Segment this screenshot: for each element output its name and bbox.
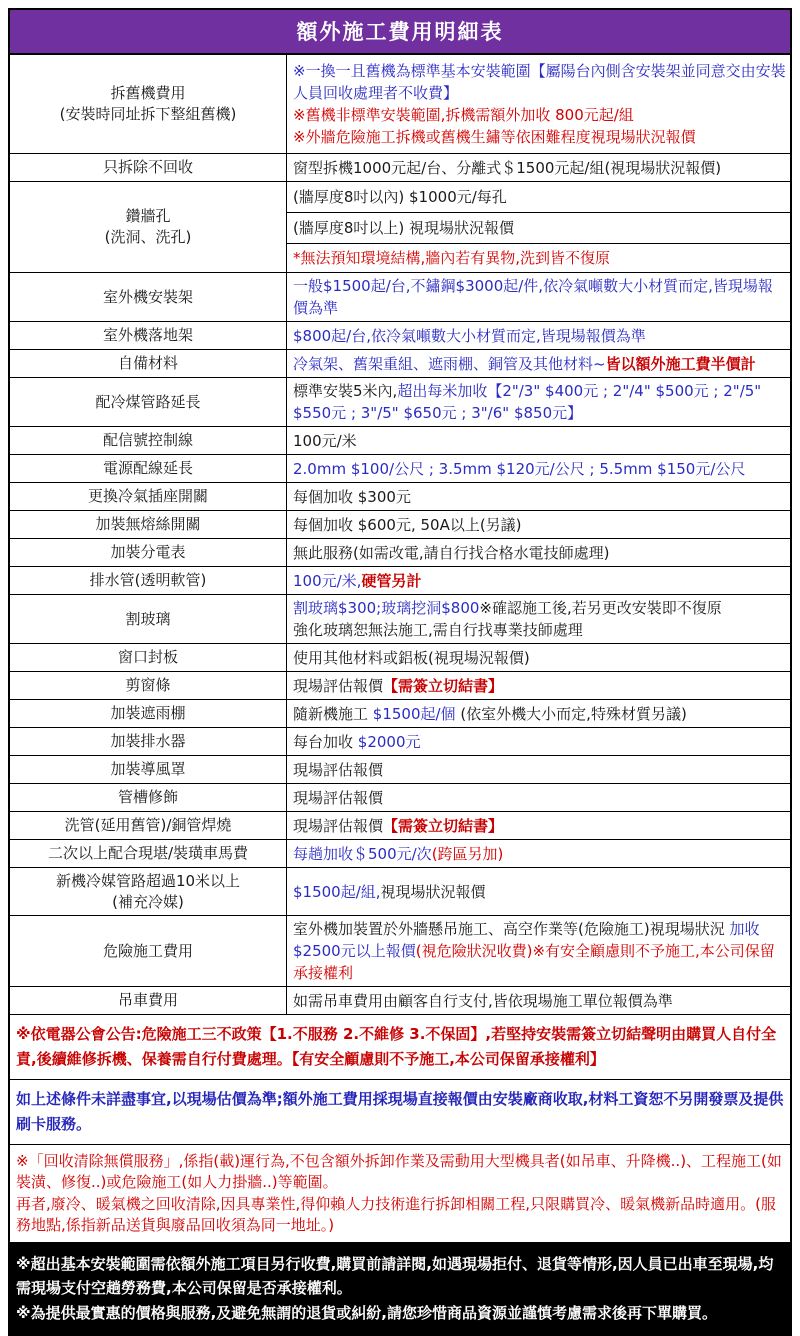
row-label <box>10 567 287 594</box>
row-label-line: 加裝排水器 <box>110 732 186 750</box>
row-content-subrow <box>287 700 790 727</box>
content-text: 強化玻璃恕無法施工,需自行找專業技師處理 <box>293 621 583 639</box>
row-content <box>287 595 790 643</box>
content-line <box>293 514 786 536</box>
content-line <box>293 217 786 239</box>
content-text: 無此服務(如需改電,請自行找合格水電技師處理) <box>293 543 610 562</box>
row-label <box>10 182 287 272</box>
fee-table-body <box>10 55 790 1334</box>
footer-text: ※超出基本安裝範圍需依額外施工項目另行收費,購買前請詳閱,如遇現場拒付、退貨等情形,因人員已出車至現場,均需現場支付空趟勞務費,本公司保留是否承接權利。 <box>16 1255 774 1297</box>
content-text: 每台加收 <box>293 732 358 751</box>
content-text: $800起/台,依冷氣噸數大小材質而定,皆現場報價為準 <box>293 326 646 345</box>
row-content-subrow <box>287 273 790 321</box>
notice-free-recycle <box>10 1145 790 1243</box>
row-label-line: 二次以上配合現堪/裝璜車馬費 <box>47 844 249 862</box>
row-content <box>287 273 790 321</box>
content-line <box>293 675 786 697</box>
row-content <box>287 322 790 349</box>
footer-line <box>16 1022 784 1072</box>
row-label-line: 危險施工費用 <box>102 941 193 960</box>
row-content-subrow <box>287 378 790 426</box>
row-content-subrow <box>287 728 790 755</box>
row-content <box>287 483 790 510</box>
content-text: (視危險狀況收費) <box>415 942 533 960</box>
row-label-line: 配信號控制線 <box>102 431 193 449</box>
row-label-line: 割玻璃 <box>125 609 171 628</box>
table-row <box>10 868 790 916</box>
row-content <box>287 427 790 454</box>
row-label <box>10 511 287 538</box>
row-label-line: 吊車費用 <box>117 991 178 1009</box>
footer-line <box>16 1301 784 1325</box>
row-content-subrow <box>287 539 790 566</box>
footer-line <box>16 1087 784 1137</box>
row-content <box>287 455 790 482</box>
table-row <box>10 455 790 483</box>
content-text: 室外機加裝置於外牆懸吊施工、高空作業等(危險施工)視現場狀況 <box>293 920 730 938</box>
row-content <box>287 567 790 594</box>
content-text: ※有安全顧慮則不予施工,本公司保留承接權利 <box>293 942 775 982</box>
content-text: 隨新機施工 <box>293 704 373 723</box>
table-row <box>10 378 790 427</box>
footer-text: ※「回收清除無償服務」,係指(載)運行為,不包含額外拆卸作業及需動用大型機具者(如吊車、升降機..)、工程施工(如裝潢、修復..)或危險施工(如人力掛牆..)等範圍。 <box>16 1152 782 1191</box>
content-line <box>293 104 786 126</box>
row-label <box>10 378 287 426</box>
row-label-line: 鑽牆孔 <box>125 207 171 225</box>
row-content-subrow <box>287 350 790 377</box>
table-row <box>10 567 790 595</box>
row-label-line: 洗管(延用舊管)/銅管焊燒 <box>64 816 232 834</box>
row-content <box>287 916 790 986</box>
content-text: 視現場狀況報價 <box>380 882 486 901</box>
row-content <box>287 511 790 538</box>
row-content <box>287 700 790 727</box>
row-label-line: 拆舊機費用 <box>110 84 186 102</box>
table-row <box>10 427 790 455</box>
row-label <box>10 595 287 643</box>
content-text: ※一換一且舊機為標準基本安裝範圍【屬陽台內側含安裝架並同意交由安裝人員回收處理者不收費】 <box>293 62 786 102</box>
content-text: 使用其他材料或鋁板(視現場況報價) <box>293 648 530 667</box>
row-content-subrow <box>287 567 790 594</box>
row-content-subrow <box>287 182 790 213</box>
row-content <box>287 644 790 671</box>
content-text: (依室外機大小而定,特殊材質另議) <box>455 704 687 723</box>
row-label <box>10 700 287 727</box>
row-label-line: (補充冷媒) <box>112 892 184 911</box>
row-content <box>287 728 790 755</box>
content-line <box>293 126 786 148</box>
fee-table <box>8 8 792 1336</box>
content-text: (牆厚度8吋以內) $1000元/每孔 <box>293 188 507 206</box>
row-content-subrow <box>287 784 790 811</box>
table-row <box>10 350 790 378</box>
row-label <box>10 812 287 839</box>
content-text: ※確認施工後,若另更改安裝即不復原 <box>479 599 722 617</box>
row-label-line: 窗口封板 <box>117 648 178 666</box>
content-text: 現場評估報價 <box>293 816 384 835</box>
row-content-subrow <box>287 427 790 454</box>
row-content-subrow <box>287 511 790 538</box>
footer-line <box>16 1252 784 1300</box>
content-text: 100元/米, <box>293 571 362 590</box>
notice-onsite-quote <box>10 1080 790 1145</box>
table-title: 額外施工費用明細表 <box>10 10 790 55</box>
content-text: 現場評估報價 <box>293 760 384 779</box>
content-text: 每個加收 $600元, 50A以上(另議) <box>293 515 522 534</box>
row-label <box>10 322 287 349</box>
content-line <box>293 542 786 564</box>
row-label-line: (安裝時同址拆下整組舊機) <box>59 105 237 123</box>
row-label-line: 室外機落地架 <box>102 326 193 344</box>
row-label <box>10 728 287 755</box>
content-text: 每個加收 $300元 <box>293 487 411 506</box>
row-label <box>10 483 287 510</box>
row-content-subrow <box>287 756 790 783</box>
footer-line <box>16 1151 784 1193</box>
row-content-subrow <box>287 483 790 510</box>
table-row <box>10 700 790 728</box>
content-line <box>293 186 786 208</box>
footer-text: ※為提供最實惠的價格與服務,及避免無謂的退貨或糾紛,請您珍惜商品資源並謹慎考慮需求後再下單購買。 <box>16 1304 717 1322</box>
row-label <box>10 55 287 153</box>
row-content <box>287 154 790 181</box>
row-label <box>10 840 287 867</box>
row-content-subrow <box>287 840 790 867</box>
row-label-line: 新機冷媒管路超過10米以上 <box>55 871 241 890</box>
row-label <box>10 987 287 1014</box>
content-text: 皆以額外施工費半價計 <box>605 354 756 373</box>
table-row <box>10 756 790 784</box>
content-line <box>293 247 786 269</box>
content-line <box>293 619 786 641</box>
content-text: 【需簽立切結書】 <box>383 676 504 695</box>
footer-line <box>16 1194 784 1236</box>
row-label <box>10 427 287 454</box>
content-text: 標準安裝5米內, <box>293 382 398 400</box>
table-row <box>10 812 790 840</box>
content-line <box>293 157 786 179</box>
row-label-line: 加裝導風罩 <box>110 760 186 778</box>
row-label-line: 管槽修飾 <box>117 788 178 806</box>
row-content-subrow <box>287 244 790 272</box>
table-row <box>10 595 790 644</box>
content-text: 割玻璃$300;玻璃挖洞$800 <box>293 599 480 617</box>
table-row <box>10 672 790 700</box>
footer-text: 再者,廢冷、暖氣機之回收清除,因具專業性,得仰賴人力技術進行拆卸相關工程,只限購買冷、暖氣機新品時適用。(服務地點,係指新品送貨與廢品回收須為同一地址。) <box>16 1195 776 1234</box>
content-line <box>293 325 786 347</box>
row-label-line: 更換冷氣插座開關 <box>87 487 208 505</box>
content-line <box>293 759 786 781</box>
row-content-subrow <box>287 595 790 643</box>
content-line <box>293 647 786 669</box>
row-label <box>10 644 287 671</box>
row-content-subrow <box>287 154 790 181</box>
row-label <box>10 916 287 986</box>
content-text: 超出每米加收【2"/3" $400元 ; 2"/4" $500元 ; 2"/5" $550元 ; 3"/5" $650元 ; 3"/6" $850元】 <box>293 382 762 422</box>
table-row <box>10 987 790 1015</box>
content-line <box>293 703 786 725</box>
row-label-line: 配冷煤管路延長 <box>95 392 201 411</box>
table-row <box>10 840 790 868</box>
content-text: 【需簽立切結書】 <box>383 816 504 835</box>
row-label-line: (洗洞、洗孔) <box>104 228 192 246</box>
row-content-subrow <box>287 672 790 699</box>
content-line <box>293 60 786 104</box>
table-row <box>10 182 790 273</box>
table-row <box>10 539 790 567</box>
content-line <box>293 843 786 865</box>
row-label <box>10 273 287 321</box>
content-line <box>293 353 786 375</box>
table-row <box>10 728 790 756</box>
row-content-subrow <box>287 213 790 244</box>
content-line <box>293 881 786 903</box>
row-label <box>10 350 287 377</box>
footer-text: ※依電器公會公告:危險施工三不政策【1.不服務 2.不維修 3.不保固】,若堅持安裝需簽立切結聲明由購買人自付全責,後續維修拆機、保養需自行付費處理。【有安全顧慮則不予施工,本公司保留承接權利】 <box>16 1025 777 1068</box>
content-line <box>293 275 786 319</box>
row-label-line: 室外機安裝架 <box>102 287 193 306</box>
content-text: 100元/米 <box>293 431 357 450</box>
row-content-subrow <box>287 812 790 839</box>
row-content <box>287 987 790 1014</box>
row-content <box>287 182 790 272</box>
content-line <box>293 380 786 424</box>
content-line <box>293 430 786 452</box>
footer-text: 如上述條件未詳盡事宜,以現場估價為準;額外施工費用採現場直接報價由安裝廠商收取,材料工資恕不另開發票及提供刷卡服務。 <box>16 1090 784 1133</box>
row-label-line: 剪窗條 <box>125 676 171 694</box>
row-content-subrow <box>287 455 790 482</box>
row-content <box>287 350 790 377</box>
row-content <box>287 672 790 699</box>
row-label-line: 排水管(透明軟管) <box>89 571 207 589</box>
row-label-line: 加裝分電表 <box>110 543 186 561</box>
content-text: ※舊機非標準安裝範圍,拆機需額外加收 800元起/組 <box>293 106 634 124</box>
row-label-line: 電源配線延長 <box>102 459 193 477</box>
content-line <box>293 918 786 984</box>
row-label-line: 加裝無熔絲開關 <box>95 515 201 533</box>
row-label <box>10 455 287 482</box>
content-text: $1500起/組, <box>293 882 381 901</box>
content-text: 如需吊車費用由顧客自行支付,皆依現場施工單位報價為準 <box>293 991 673 1010</box>
content-line <box>293 458 786 480</box>
content-text: (跨區另加) <box>431 844 504 863</box>
content-text: 每趟加收＄500元/次 <box>293 844 432 863</box>
row-label <box>10 868 287 915</box>
notice-dangerous-policy <box>10 1015 790 1080</box>
row-content-subrow <box>287 322 790 349</box>
content-text: 窗型拆機1000元起/台、分離式＄1500元起/組(視現場狀況報價) <box>293 158 722 177</box>
content-text: (牆厚度8吋以上) 視現場狀況報價 <box>293 219 515 237</box>
table-row <box>10 784 790 812</box>
row-content-subrow <box>287 916 790 986</box>
row-content <box>287 784 790 811</box>
row-label-line: 只拆除不回收 <box>102 158 193 176</box>
content-text: 現場評估報價 <box>293 676 384 695</box>
row-content-subrow <box>287 55 790 153</box>
content-text: 2.0mm $100/公尺 ; 3.5mm $120元/公尺 ; 5.5mm $150元/公尺 <box>293 459 746 478</box>
row-label <box>10 756 287 783</box>
content-text: 一般$1500起/台,不鏽鋼$3000起/件,依冷氣噸數大小材質而定,皆現場報價為準 <box>293 277 773 317</box>
content-line <box>293 570 786 592</box>
row-label <box>10 784 287 811</box>
row-label <box>10 672 287 699</box>
table-row <box>10 644 790 672</box>
content-text: 硬管另計 <box>361 571 422 590</box>
content-line <box>293 787 786 809</box>
row-content <box>287 756 790 783</box>
table-row <box>10 154 790 182</box>
content-text: 現場評估報價 <box>293 788 384 807</box>
table-row <box>10 55 790 154</box>
content-line <box>293 731 786 753</box>
row-label-line: 加裝遮雨棚 <box>110 704 186 722</box>
content-text: 加收$2500元以上報價 <box>293 920 760 960</box>
row-content <box>287 55 790 153</box>
table-row <box>10 511 790 539</box>
notice-extra-charge <box>10 1243 790 1334</box>
row-content-subrow <box>287 868 790 915</box>
row-content <box>287 840 790 867</box>
table-row <box>10 273 790 322</box>
content-line <box>293 597 786 619</box>
row-label <box>10 154 287 181</box>
row-content <box>287 539 790 566</box>
row-content <box>287 812 790 839</box>
row-content-subrow <box>287 987 790 1014</box>
row-content <box>287 868 790 915</box>
table-row <box>10 322 790 350</box>
row-label <box>10 539 287 566</box>
content-text: $1500起/個 <box>372 704 456 723</box>
content-text: *無法預知環境結構,牆內若有異物,洗到皆不復原 <box>293 249 611 267</box>
row-content-subrow <box>287 644 790 671</box>
table-row <box>10 916 790 987</box>
content-line <box>293 486 786 508</box>
content-line <box>293 815 786 837</box>
content-text: ※外牆危險施工拆機或舊機生鏽等依困難程度視現場狀況報價 <box>293 128 696 146</box>
content-text: $2000元 <box>357 732 421 751</box>
table-row <box>10 483 790 511</box>
row-content <box>287 378 790 426</box>
content-line <box>293 990 786 1012</box>
content-text: 冷氣架、舊架重組、遮雨棚、銅管及其他材料~ <box>293 354 606 373</box>
row-label-line: 自備材料 <box>117 354 178 372</box>
